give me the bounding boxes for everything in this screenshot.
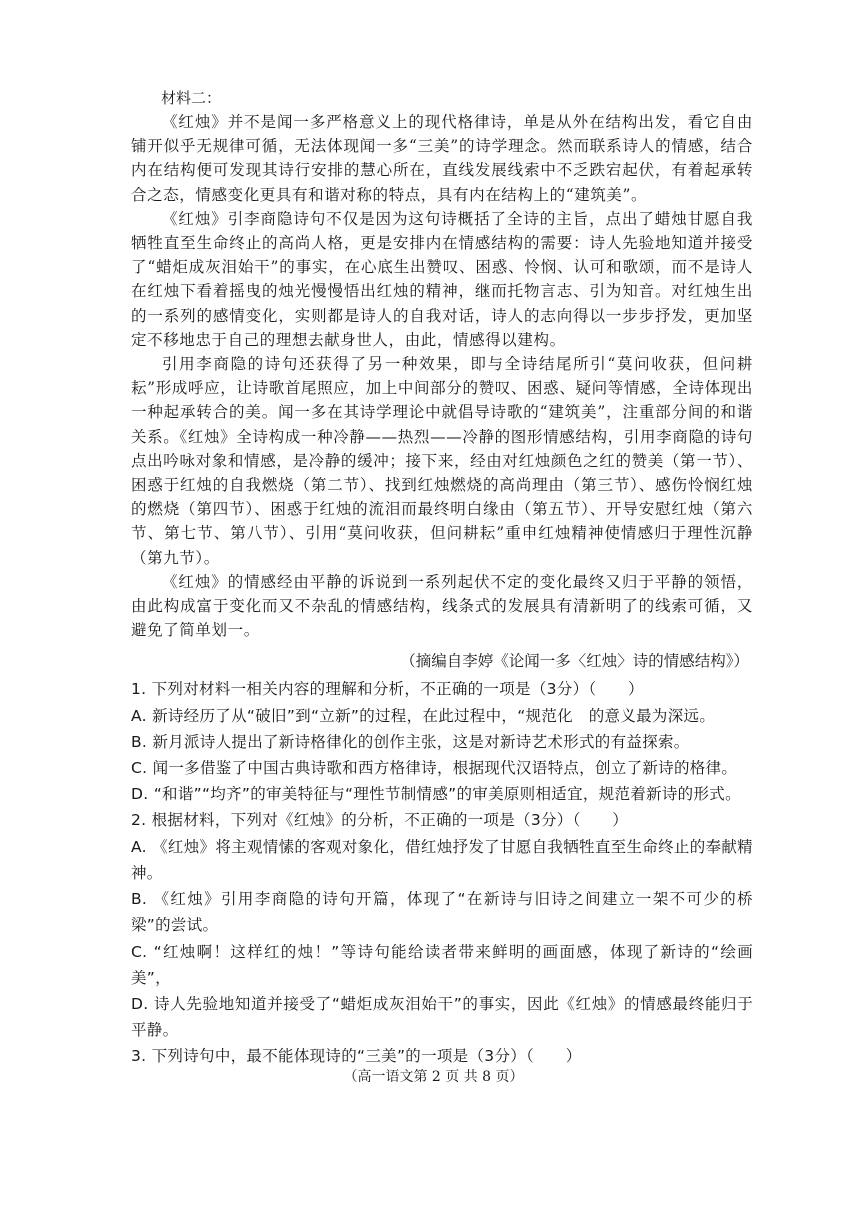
option-a: A. 新诗经历了从“破旧”到“立新”的过程，在此过程中，“规范化 的意义最为深远。 [131,706,716,725]
paragraph-4: 《红烛》的情感经由平静的诉说到一系列起伏不定的变化最终又归于平静的领悟，由此构成富于变化而又不杂乱的情感结构，线条式的发展具有清新明了的线索可循，又避免了简单划一。 [131,572,753,640]
question-stem: 2. 根据材料，下列对《红烛》的分析，不正确的一项是（3分）（ ） [131,811,629,830]
question-1 [131,676,753,807]
question-2 [131,807,753,1043]
page-footer: （高一语文第 2 页 共 8 页） [343,1069,524,1085]
option-b: B. 《红烛》引用李商隐的诗句开篇，体现了“在新诗与旧诗之间建立一架不可少的桥梁”的尝试。 [131,890,753,935]
section-label: 材料二： [161,89,222,107]
option-c: C. “红烛啊！这样红的烛！”等诗句能给读者带来鲜明的画面感，体现了新诗的“绘画美”， [131,942,753,987]
option-a: A. 《红烛》将主观情愫的客观对象化，借红烛抒发了甘愿自我牺牲直至生命终止的奉献精神。 [131,837,753,882]
paragraph-3: 引用李商隐的诗句还获得了另一种效果，即与全诗结尾所引“莫问收获，但问耕耘”形成呼应，让诗歌首尾照应，加上中间部分的赞叹、困惑、疑问等情感，全诗体现出一种起承转合的美。闻一多在其诗学理论中就倡导诗歌的“建筑美”，注重部分间的和谐关系。《红烛》全诗构成一种冷静——热烈——冷静的图形情感结构，引用李商隐的诗句点出吟咏对象和情感，是冷静的缓冲；接下来，经由对红烛颜色之红的赞美（第一节）、困惑于红烛的自我燃烧（第二节）、找到红烛燃烧的高尚理由（第三节）、感伤怜悯红烛的燃烧（第四节）、困惑于红烛的流泪而最终明白缘由（第五节）、开导安慰红烛（第六节、第七节、第八节）、引用“莫问收获，但问耕耘”重申红烛精神使情感归于理性沉静（第九节）。 [131,355,753,567]
material-two [131,110,753,642]
question-stem: 3. 下列诗句中，最不能体现诗的“三美”的一项是（3分）（ ） [131,1047,582,1066]
option-d: D. 诗人先验地知道并接受了“蜡炬成灰泪始干”的事实，因此《红烛》的情感最终能归于平静。 [131,994,753,1040]
paragraph-2: 《红烛》引李商隐诗句不仅是因为这句诗概括了全诗的主旨，点出了蜡烛甘愿自我牺牲直至生命终止的高尚人格，更是安排内在情感结构的需要：诗人先验地知道并接受了“蜡炬成灰泪始干”的事实，在心底生出赞叹、困惑、怜悯、认可和歌颂，而不是诗人在红烛下看着摇曳的烛光慢慢悟出红烛的精神，继而托物言志、引为知音。对红烛生出的一系列的感情变化，实则都是诗人的自我对话，诗人的志向得以一步步抒发，更加坚定不移地忠于自己的理想去献身世人，由此，情感得以建构。 [131,209,753,349]
paragraph-1: 《红烛》并不是闻一多严格意义上的现代格律诗，单是从外在结构出发，看它自由铺开似乎无规律可循，无法体现闻一多“三美”的诗学理念。然而联系诗人的情感，结合内在结构便可发现其诗行安排的慧心所在，直线发展线索中不乏跌宕起伏，有着起承转合之态，情感变化更具有和谐对称的特点，具有内在结构上的“建筑美”。 [131,113,753,204]
source-citation: （摘编自李婷《论闻一多〈红烛〉诗的情感结构》） [400,652,749,671]
question-stem: 1. 下列对材料一相关内容的理解和分析，不正确的一项是（3分）（ ） [131,680,644,699]
option-c: C. 闻一多借鉴了中国古典诗歌和西方格律诗，根据现代汉语特点，创立了新诗的格律。 [131,759,738,778]
question-list [131,676,753,1069]
option-d: D. “和谐”“均齐”的审美特征与“理性节制情感”的审美原则相适宜，规范着新诗的形式。 [131,785,741,804]
option-b: B. 新月派诗人提出了新诗格律化的创作主张，这是对新诗艺术形式的有益探索。 [131,732,690,751]
